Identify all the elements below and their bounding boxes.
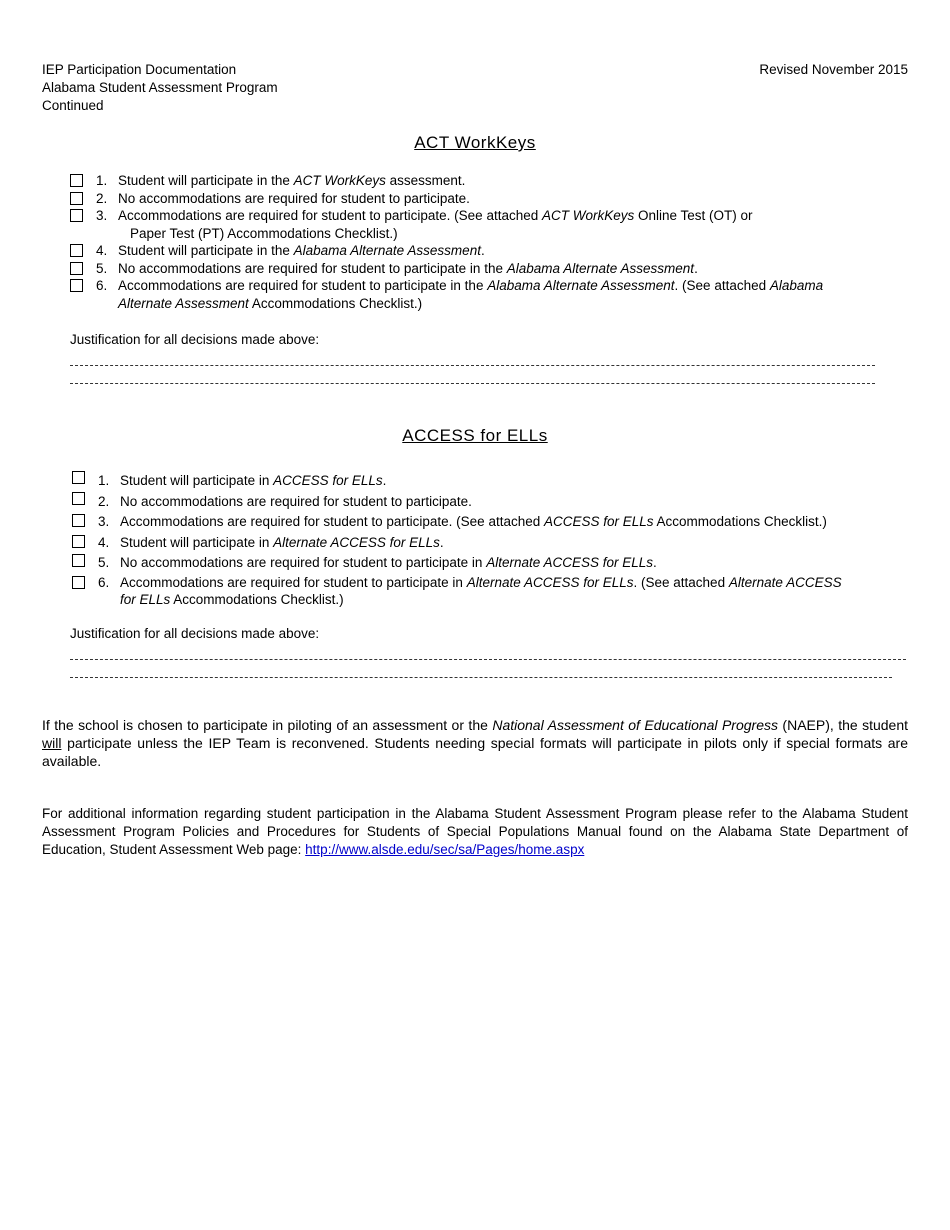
checkbox-access-4[interactable] <box>72 535 85 548</box>
checkbox-act-2[interactable] <box>70 192 83 205</box>
access-option-1: 1. Student will participate in ACCESS for ELLs. <box>72 471 892 492</box>
checkbox-act-1[interactable] <box>70 174 83 187</box>
page-header <box>42 61 908 115</box>
access-option-5: 5. No accommodations are required for student to participate in Alternate ACCESS for ELLs. <box>72 553 892 574</box>
checkbox-act-3[interactable] <box>70 209 83 222</box>
act-option-4: 4. Student will participate in the Alabama Alternate Assessment. <box>70 242 890 260</box>
act-option-2: 2. No accommodations are required for student to participate. <box>70 190 890 208</box>
access-option-2: 2. No accommodations are required for student to participate. <box>72 492 892 513</box>
alsde-web-page-link[interactable]: http://www.alsde.edu/sec/sa/Pages/home.aspx <box>305 842 585 857</box>
checkbox-access-2[interactable] <box>72 492 85 505</box>
checkbox-access-5[interactable] <box>72 554 85 567</box>
header-program: Alabama Student Assessment Program <box>42 80 278 95</box>
act-option-3: 3. Accommodations are required for student to participate. (See attached ACT WorkKeys Online Test (OT) or Paper Test (PT) Accommodations Checklist.) <box>70 207 890 242</box>
checkbox-act-5[interactable] <box>70 262 83 275</box>
checkbox-act-4[interactable] <box>70 244 83 257</box>
header-revised-date: Revised November 2015 <box>759 62 908 77</box>
checkbox-access-1[interactable] <box>72 471 85 484</box>
access-justification-line-2[interactable] <box>70 677 892 678</box>
access-option-4: 4. Student will participate in Alternate ACCESS for ELLs. <box>72 533 892 554</box>
access-option-3: 3. Accommodations are required for student to participate. (See attached ACCESS for ELLs Accommodations Checklist.) <box>72 512 892 533</box>
header-continued: Continued <box>42 98 104 113</box>
checkbox-access-3[interactable] <box>72 514 85 527</box>
section-title-act-workkeys: ACT WorkKeys <box>414 133 536 152</box>
access-justification-line-1[interactable] <box>70 659 906 660</box>
checkbox-access-6[interactable] <box>72 576 85 589</box>
additional-info-paragraph: For additional information regarding student participation in the Alabama Student Assessment Program please refer to the Alabama Student Assessment Program Policies and Procedures for Students of Special Populations Manual found on the Alabama State Department of Education, Student Assessment Web page: http://www.alsde.edu/sec/sa/Pages/home.aspx <box>42 806 908 857</box>
checkbox-act-6[interactable] <box>70 279 83 292</box>
act-justification-line-2[interactable] <box>70 383 875 384</box>
header-doc-title: IEP Participation Documentation <box>42 62 237 77</box>
section-title-access-for-ells: ACCESS for ELLs <box>402 426 548 445</box>
pilot-participation-paragraph: If the school is chosen to participate in piloting of an assessment or the National Assessment of Educational Progress (NAEP), the student will participate unless the IEP Team is reconvened. Students needing special formats will participate in pilots only if special formats are available. <box>42 717 909 769</box>
act-justification-line-1[interactable] <box>70 365 875 366</box>
act-justification-label: Justification for all decisions made above: <box>70 332 320 347</box>
act-workkeys-options <box>70 172 890 312</box>
act-option-5: 5. No accommodations are required for student to participate in the Alabama Alternate Assessment. <box>70 260 890 278</box>
access-justification-label: Justification for all decisions made above: <box>70 626 320 641</box>
act-option-6: 6. Accommodations are required for student to participate in the Alabama Alternate Assessment. (See attached Alabama Alternate Assessment Accommodations Checklist.) <box>70 277 890 312</box>
access-options <box>72 471 892 609</box>
act-option-1: 1. Student will participate in the ACT WorkKeys assessment. <box>70 172 890 190</box>
access-option-6: 6. Accommodations are required for student to participate in Alternate ACCESS for ELLs. (See attached Alternate ACCESS for ELLs Accommodations Checklist.) <box>72 574 892 609</box>
